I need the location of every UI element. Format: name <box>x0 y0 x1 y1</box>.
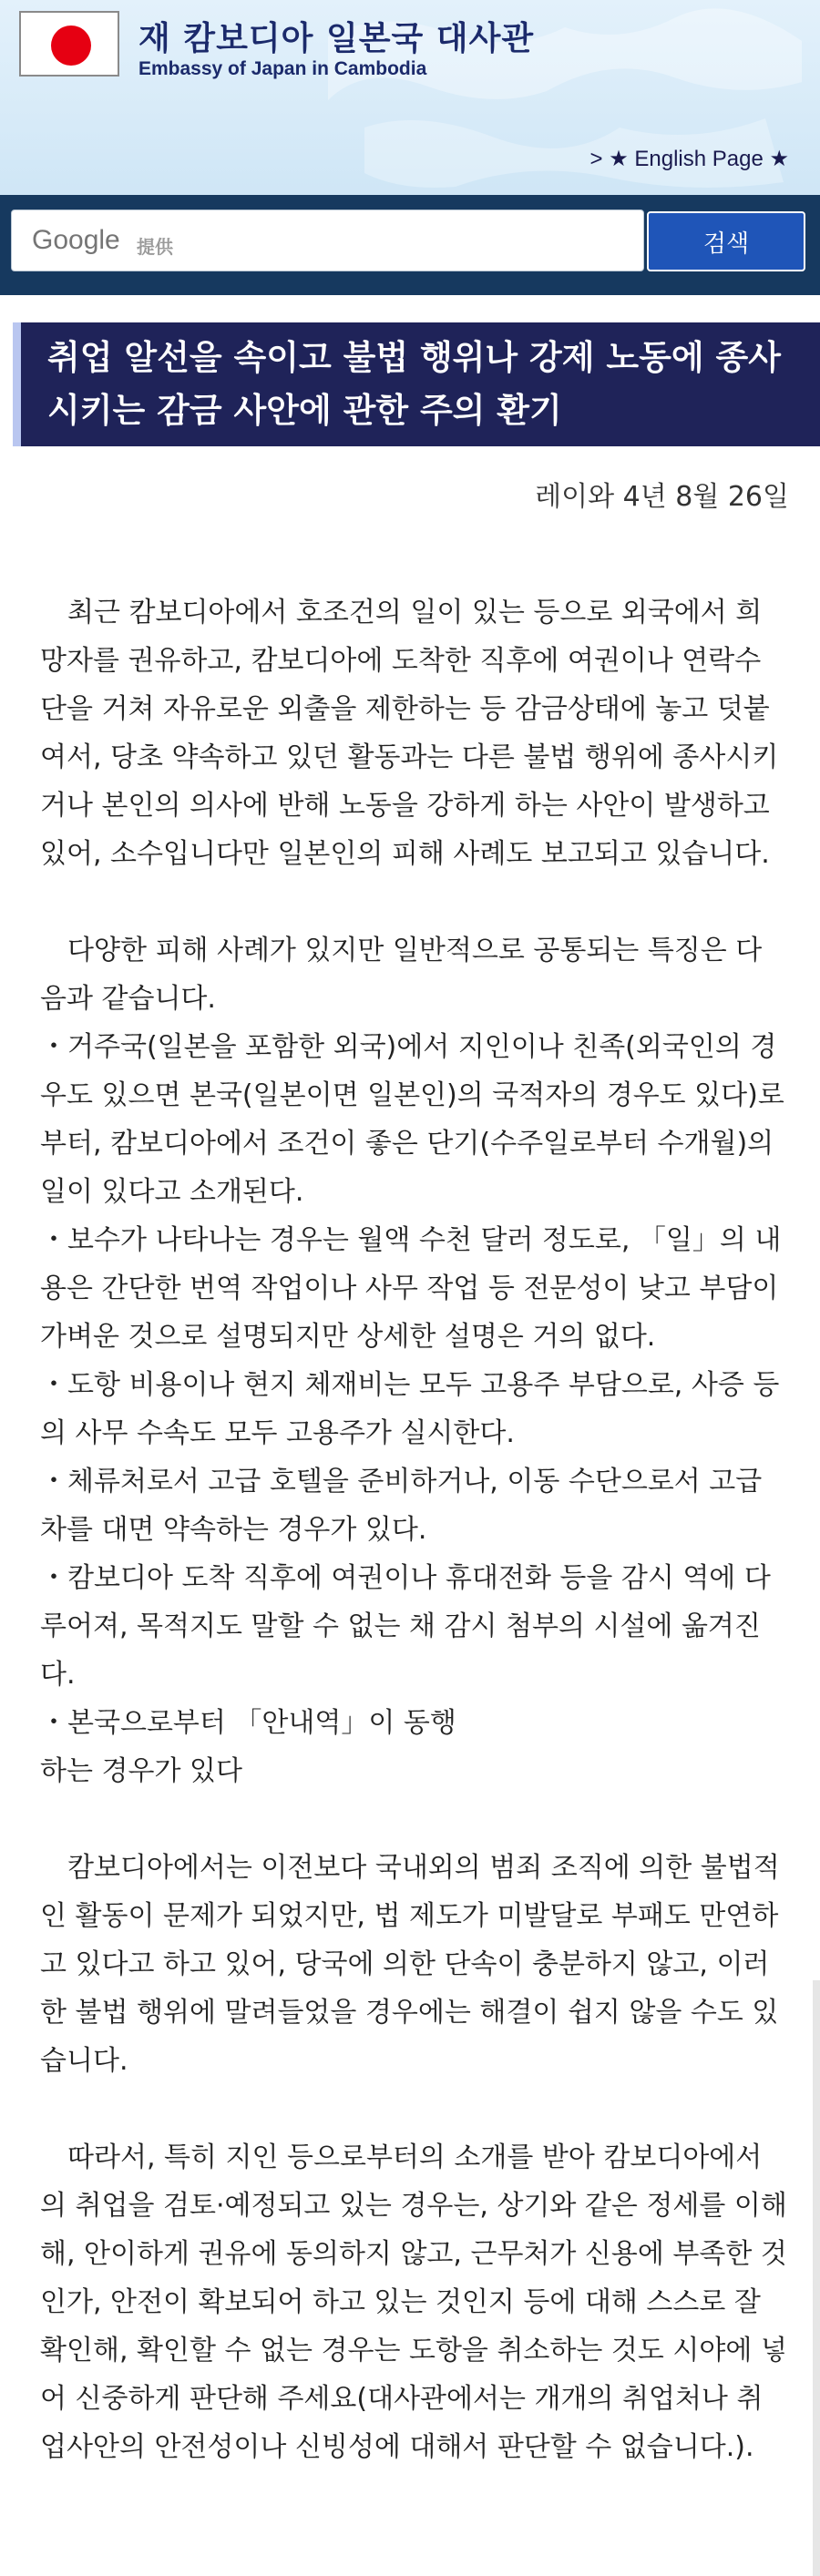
english-page-link[interactable]: > ★ English Page ★ <box>589 147 789 171</box>
paragraph-1: 최근 캄보디아에서 호조건의 일이 있는 등으로 외국에서 희망자를 권유하고, 캄보디아에 도착한 직후에 여권이나 연락수단을 거쳐 자유로운 외출을 제한하는 등 감금상태에 놓고 덧붙여서, 당초 약속하고 있던 활동과는 다른 불법 행위에 종사시키거나 본인의 의사에 반해 노동을 강하게 하는 사안이 발생하고 있어, 소수입니다만 일본인의 피해 사례도 보고되고 있습니다. <box>40 597 779 870</box>
bullet-item: ・캄보디아 도착 직후에 여권이나 휴대전화 등을 감시 역에 다루어져, 목적지도 말할 수 없는 채 감시 첨부의 시설에 옮겨진다. <box>40 1562 771 1691</box>
google-brand-label: Google <box>32 225 120 255</box>
search-button[interactable]: 검색 <box>647 211 805 271</box>
title-accent-bar <box>13 322 21 446</box>
site-title-english[interactable]: Embassy of Japan in Cambodia <box>138 58 427 79</box>
bullet-item: ・도항 비용이나 현지 체재비는 모두 고용주 부담으로, 사증 등의 사무 수속도 모두 고용주가 실시한다. <box>40 1369 780 1449</box>
search-bar <box>0 195 820 295</box>
article-body <box>40 588 787 2471</box>
provided-label: 提供 <box>137 236 173 258</box>
article-title: 취업 알선을 속이고 불법 행위나 강제 노동에 종사시키는 감금 사안에 관한 주의 환기 <box>47 338 782 430</box>
site-header <box>0 0 820 195</box>
bullet-item: ・본국으로부터 「안내역」이 동행 <box>40 1707 456 1739</box>
bullet-item: ・보수가 나타나는 경우는 월액 수천 달러 정도로, 「일」의 내용은 간단한 번역 작업이나 사무 작업 등 전문성이 낮고 부담이 가벼운 것으로 설명되지만 상세한 설명은 거의 없다. <box>40 1224 782 1353</box>
bullet-item: ・거주국(일본을 포함한 외국)에서 지인이나 친족(외국인의 경우도 있으면 본국(일본이면 일본인)의 국적자의 경우도 있다)로부터, 캄보디아에서 조건이 좋은 단기(수주일로부터 수개월)의 일이 있다고 소개된다. <box>40 1031 784 1208</box>
paragraph-2-intro: 다양한 피해 사례가 있지만 일반적으로 공통되는 특징은 다음과 같습니다. <box>40 935 763 1015</box>
japan-flag-logo <box>19 11 119 77</box>
article-title-banner <box>13 322 820 446</box>
article-date: 레이와 4년 8월 26일 <box>535 481 789 513</box>
bullet-item: ・체류처로서 고급 호텔을 준비하거나, 이동 수단으로서 고급차를 대면 약속하는 경우가 있다. <box>40 1466 763 1546</box>
paragraph-3: 캄보디아에서는 이전보다 국내외의 범죄 조직에 의한 불법적인 활동이 문제가 되었지만, 법 제도가 미발달로 부패도 만연하고 있다고 하고 있어, 당국에 의한 단속이 충분하지 않고, 이러한 불법 행위에 말려들었을 경우에는 해결이 쉽지 않을 수도 있습니다. <box>40 1852 780 2077</box>
search-input[interactable] <box>11 210 644 271</box>
scrollbar[interactable] <box>813 1980 820 2576</box>
paragraph-4: 따라서, 특히 지인 등으로부터의 소개를 받아 캄보디아에서의 취업을 검토·예정되고 있는 경우는, 상기와 같은 정세를 이해해, 안이하게 권유에 동의하지 않고, 근무처가 신용에 부족한 것인가, 안전이 확보되어 하고 있는 것인지 등에 대해 스스로 잘 확인해, 확인할 수 없는 경우는 도항을 취소하는 것도 시야에 넣어 신중하게 판단해 주세요(대사관에서는 개개의 취업처나 취업사안의 안전성이나 신빙성에 대해서 판단할 수 없습니다.). <box>40 2142 787 2463</box>
bullet-item-continuation: 하는 경우가 있다 <box>40 1755 242 1787</box>
site-title-korean[interactable]: 재 캄보디아 일본국 대사관 <box>138 20 535 57</box>
